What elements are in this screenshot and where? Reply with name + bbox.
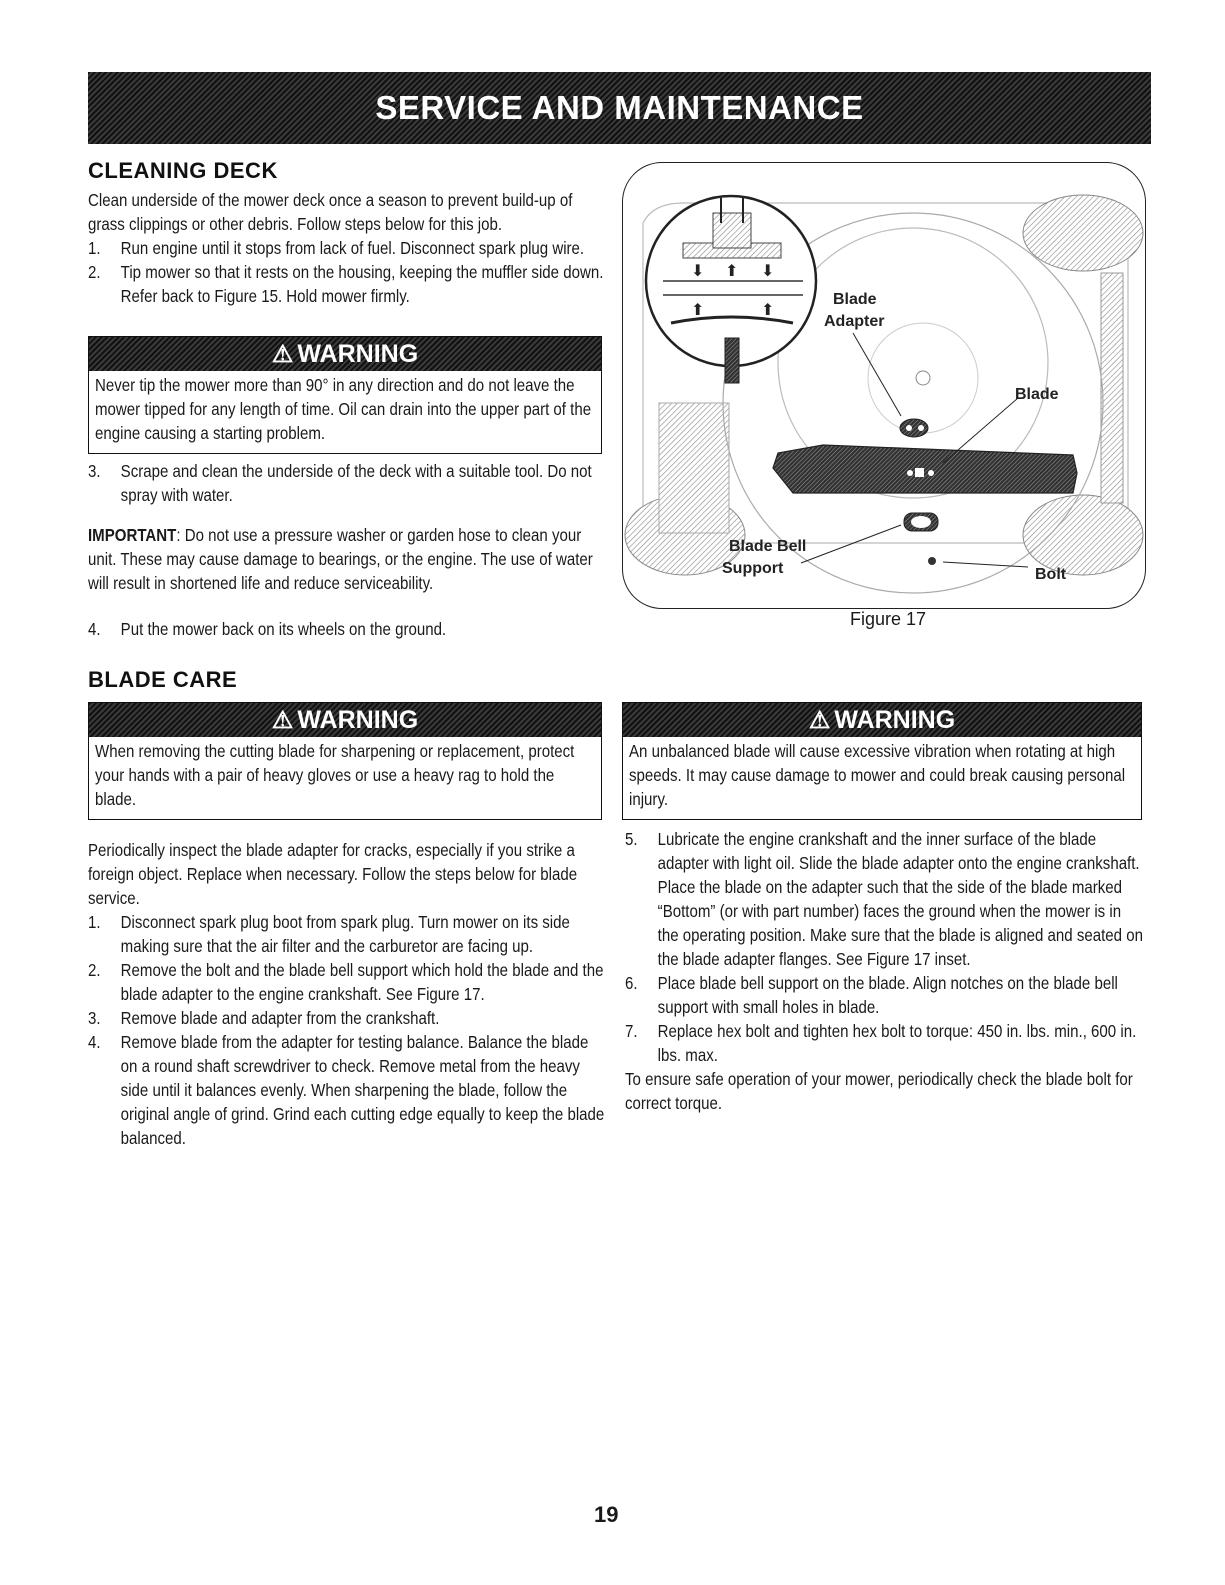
blade-care-heading: BLADE CARE xyxy=(88,667,238,692)
right-column-steps-block xyxy=(625,827,1145,1115)
warning-label: WARNING xyxy=(297,339,419,368)
step-number: 1. xyxy=(88,912,101,932)
warning-bar xyxy=(89,337,601,371)
step-item xyxy=(88,236,607,260)
step-text: Remove blade from the adapter for testing balance. Balance the blade on a round shaft screwdriver to check. Remove metal from the heavy side until it balances evenly. When sharpening the blade, follow the original angle of grind. Grind each cutting edge equally to keep the blade balanced. xyxy=(120,1032,605,1148)
label-blade-bell-1: Blade Bell xyxy=(729,538,807,555)
step-text: Tip mower so that it rests on the housing, keeping the muffler side down. Refer back to Figure 15. Hold mower firmly. xyxy=(120,262,604,306)
warning-text: When removing the cutting blade for sharpening or replacement, protect your hands with a pair of heavy gloves or use a heavy rag to hold the blade. xyxy=(95,741,575,809)
step-item xyxy=(88,459,607,507)
step-text: Remove the bolt and the blade bell support which hold the blade and the blade adapter to the engine crankshaft. See Figure 17. xyxy=(120,960,604,1004)
svg-text:⬇: ⬇ xyxy=(761,261,775,280)
warning-triangle-icon: ⚠ xyxy=(271,706,294,734)
label-blade-adapter-2: Adapter xyxy=(824,313,885,330)
step-number: 6. xyxy=(625,973,638,993)
warning-triangle-icon: ⚠ xyxy=(271,340,294,368)
warning-text: Never tip the mower more than 90° in any direction and do not leave the mower tipped for any length of time. Oil can drain into the upper part of the engine causing a starting problem. xyxy=(95,375,592,443)
cleaning-deck-intro-block xyxy=(88,188,607,308)
step-number: 1. xyxy=(88,238,101,258)
page-header-banner xyxy=(88,72,1151,144)
step-item xyxy=(625,827,1145,971)
step-number: 7. xyxy=(625,1021,638,1041)
label-blade-bell-2: Support xyxy=(722,560,784,577)
step-item xyxy=(88,617,607,641)
step-text: Remove blade and adapter from the crankshaft. xyxy=(120,1008,440,1028)
important-text: : Do not use a pressure washer or garden hose to clean your unit. These may cause damage to bearings, or the engine. The use of water will result in shortened life and reduce serviceability. xyxy=(88,525,593,593)
step-text: Scrape and clean the underside of the deck with a suitable tool. Do not spray with water. xyxy=(120,461,592,505)
svg-text:⬆: ⬆ xyxy=(691,300,705,319)
step-item xyxy=(88,1030,607,1150)
label-bolt: Bolt xyxy=(1035,566,1067,583)
svg-text:⬇: ⬇ xyxy=(691,261,705,280)
warning-label: WARNING xyxy=(834,705,956,734)
svg-text:⬆: ⬆ xyxy=(761,300,775,319)
important-label: IMPORTANT xyxy=(88,525,177,545)
step-text: Run engine until it stops from lack of fuel. Disconnect spark plug wire. xyxy=(120,238,585,258)
svg-text:⬆: ⬆ xyxy=(725,261,739,280)
step-text: Lubricate the engine crankshaft and the inner surface of the blade adapter with light oil. Slide the blade adapter onto the engine crankshaft. Place the blade on the adapter such that the side of the blade marked “Bottom” (or with part number) faces the ground when the mower is in the operating position. Make sure that the blade is aligned and seated on the blade adapter flanges. See Figure 17 inset. xyxy=(657,829,1143,969)
cleaning-deck-step3-block xyxy=(88,459,607,507)
warning-box-gloves xyxy=(88,702,602,820)
blade-care-steps-block xyxy=(88,838,607,1150)
step-item xyxy=(88,1006,607,1030)
step-number: 5. xyxy=(625,829,638,849)
closing-note: To ensure safe operation of your mower, periodically check the blade bolt for correct torque. xyxy=(625,1069,1133,1113)
mower-blade-diagram xyxy=(623,163,1145,608)
step-item xyxy=(88,958,607,1006)
blade-care-intro: Periodically inspect the blade adapter for cracks, especially if you strike a foreign object. Replace when necessary. Follow the steps below for blade service. xyxy=(88,840,578,908)
step-number: 2. xyxy=(88,262,101,282)
step-item xyxy=(88,260,607,308)
step-number: 3. xyxy=(88,1008,101,1028)
step-number: 4. xyxy=(88,1032,101,1052)
step-text: Replace hex bolt and tighten hex bolt to torque: 450 in. lbs. min., 600 in. lbs. max. xyxy=(657,1021,1137,1065)
step-text: Put the mower back on its wheels on the ground. xyxy=(120,619,447,639)
page-title: SERVICE AND MAINTENANCE xyxy=(375,89,864,126)
step-item xyxy=(625,1019,1145,1067)
warning-bar xyxy=(89,703,601,737)
label-blade: Blade xyxy=(1015,386,1059,403)
warning-box-unbalanced xyxy=(622,702,1142,820)
step-number: 2. xyxy=(88,960,101,980)
important-note xyxy=(88,523,607,595)
figure-caption: Figure 17 xyxy=(850,609,927,629)
cleaning-deck-intro: Clean underside of the mower deck once a season to prevent build-up of grass clippings or other debris. Follow steps below for this job. xyxy=(88,190,573,234)
step-item xyxy=(625,971,1145,1019)
step-number: 4. xyxy=(88,619,101,639)
figure-17-illustration xyxy=(622,162,1146,609)
step-text: Disconnect spark plug boot from spark plug. Turn mower on its side making sure that the air filter and the carburetor are facing up. xyxy=(120,912,570,956)
warning-box-tipping xyxy=(88,336,602,454)
step-number: 3. xyxy=(88,461,101,481)
cleaning-deck-step4-block xyxy=(88,617,607,641)
cleaning-deck-heading: CLEANING DECK xyxy=(88,158,278,183)
step-text: Place blade bell support on the blade. Align notches on the blade bell support with small holes in blade. xyxy=(657,973,1118,1017)
label-blade-adapter-1: Blade xyxy=(833,291,877,308)
warning-text: An unbalanced blade will cause excessive vibration when rotating at high speeds. It may cause damage to mower and could break causing personal injury. xyxy=(629,741,1126,809)
warning-label: WARNING xyxy=(297,705,419,734)
warning-bar xyxy=(623,703,1141,737)
page-number: 19 xyxy=(594,1502,619,1527)
step-item xyxy=(88,910,607,958)
warning-triangle-icon: ⚠ xyxy=(808,706,831,734)
